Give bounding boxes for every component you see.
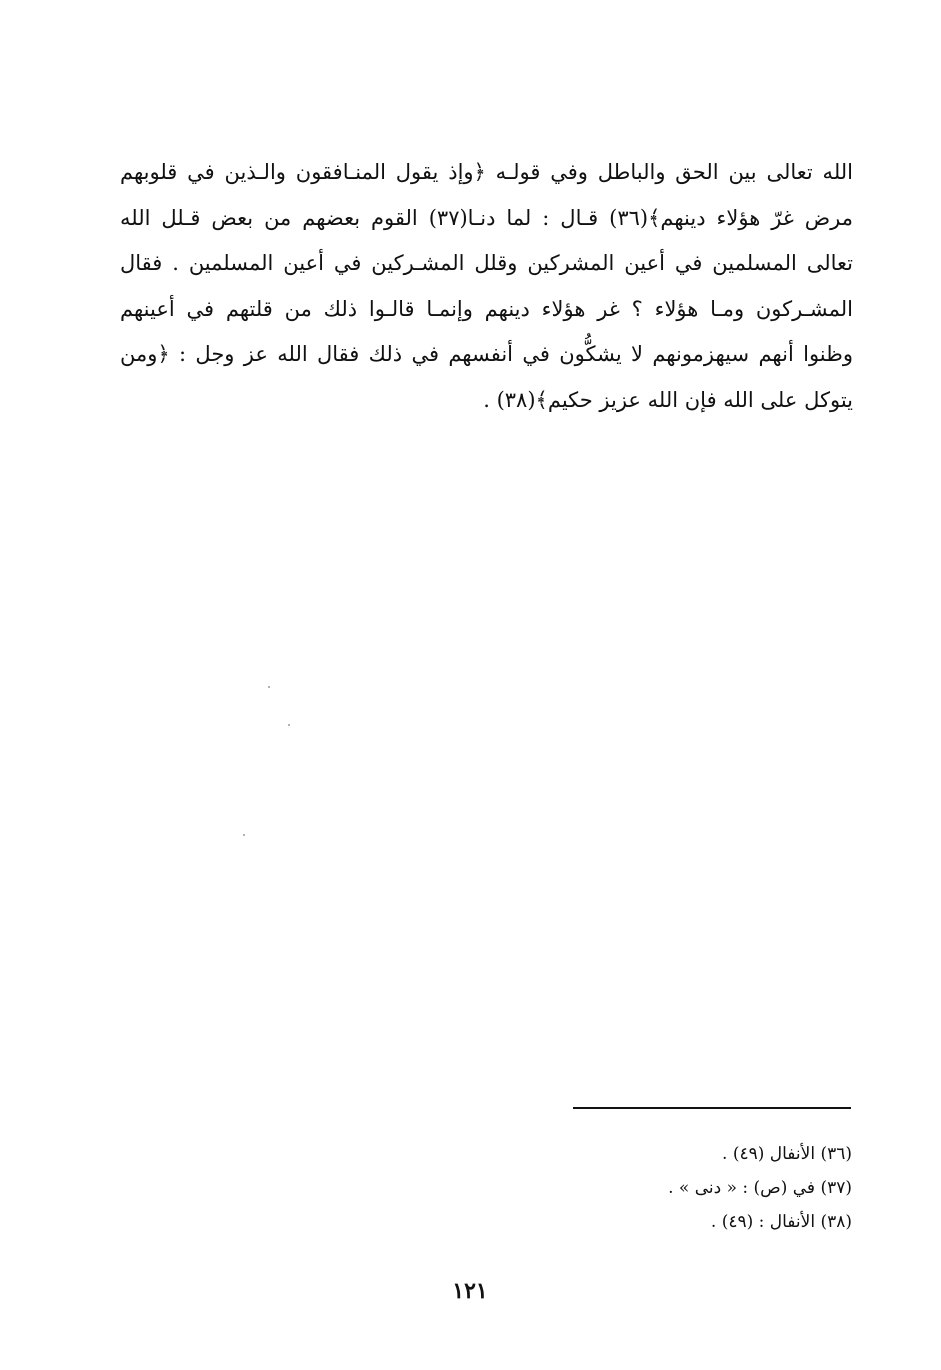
text-line: تعالى المسلمين في أعين المشركين وقلل المشـركين في أعين المسلمين . فقال bbox=[120, 251, 853, 275]
footnote-item: (٣٨) الأنفال : (٤٩) . bbox=[710, 1212, 852, 1232]
footnote-item: (٣٦) الأنفال (٤٩) . bbox=[722, 1144, 852, 1164]
text-line: وظنوا أنهم سيهزمونهم لا يشكُّون في أنفسهم في ذلك فقال الله عز وجل : ﴿ومن bbox=[120, 342, 853, 366]
text-line: يتوكل على الله فإن الله عزيز حكيم﴾(٣٨) . bbox=[483, 387, 853, 412]
scan-speck bbox=[243, 834, 245, 836]
footnote-item: (٣٧) في (ص) : « دنى » . bbox=[668, 1178, 852, 1198]
page-number: ١٢١ bbox=[452, 1278, 488, 1304]
text-line: الله تعالى بين الحق والباطل وفي قولـه ﴿وإذ يقول المنـافقون والـذين في قلوبهم bbox=[120, 160, 853, 184]
footnotes-block bbox=[560, 1137, 852, 1239]
scan-speck bbox=[288, 724, 290, 726]
text-line: المشـركون ومـا هؤلاء ؟ غر هؤلاء دينهم وإنمـا قالـوا ذلك من قلتهم في أعينهم bbox=[120, 296, 853, 321]
footnote-divider bbox=[573, 1107, 851, 1109]
main-text-block bbox=[120, 150, 853, 423]
scan-speck bbox=[268, 686, 270, 688]
text-line: مرض غرّ هؤلاء دينهم﴾(٣٦) قـال : لما دنـا(٣٧) القوم بعضهم من بعض قـلل الله bbox=[120, 205, 853, 230]
